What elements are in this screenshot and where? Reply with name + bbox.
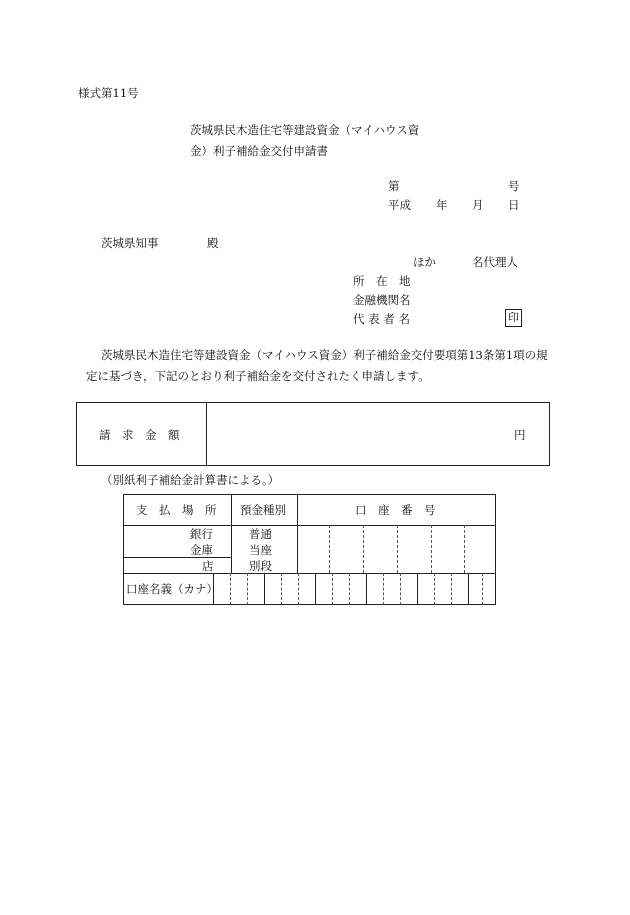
- date-year: 年: [436, 198, 448, 212]
- date-month: 月: [472, 198, 484, 212]
- kana-cell-divider: [298, 573, 299, 605]
- date-era: 平成: [388, 198, 411, 212]
- kana-cell-divider: [434, 573, 435, 605]
- kana-cell-divider: [315, 573, 316, 605]
- kana-cell-divider: [366, 573, 367, 605]
- title-line-1: 茨城県民木造住宅等建設資金（マイハウス資: [190, 123, 420, 137]
- kana-cell-divider: [264, 573, 265, 605]
- kana-cell-divider: [230, 573, 231, 605]
- claim-divider: [206, 402, 207, 466]
- bank-type-branch: 店: [202, 559, 214, 573]
- seal-mark: 印: [505, 309, 522, 327]
- deposit-type-current: 当座: [249, 543, 272, 557]
- claim-amount-label: 請 求 金 額: [99, 428, 180, 442]
- form-number: 様式第11号: [78, 86, 139, 100]
- kana-cell-divider: [468, 573, 469, 605]
- others-suffix: 名代理人: [472, 255, 518, 269]
- representative-label: 代 表 者 名: [353, 312, 410, 326]
- calculation-note: （別紙利子補給金計算書による。）: [101, 473, 280, 487]
- others-prefix: ほか: [413, 255, 436, 269]
- kana-cell-divider: [281, 573, 282, 605]
- kana-cell-divider: [417, 573, 418, 605]
- title-line-2: 金）利子補給金交付申請書: [190, 144, 328, 158]
- kana-cell-divider: [349, 573, 350, 605]
- header-account-number: 口 座 番 号: [355, 503, 436, 517]
- account-digit-divider: [329, 525, 330, 573]
- doc-number-prefix: 第: [388, 179, 400, 193]
- bank-type-bank: 銀行: [190, 527, 213, 541]
- account-digit-divider: [397, 525, 398, 573]
- addressee-honorific: 殿: [207, 236, 219, 250]
- deposit-type-special: 別段: [249, 559, 272, 573]
- kana-cell-divider: [482, 573, 483, 605]
- addressee-name: 茨城県知事: [101, 236, 159, 250]
- kana-cell-divider: [247, 573, 248, 605]
- kana-cell-divider: [400, 573, 401, 605]
- account-digit-divider: [363, 525, 364, 573]
- date-day: 日: [508, 198, 520, 212]
- body-text-line-1: 茨城県民木造住宅等建設資金（マイハウス資金）利子補給金交付要項第13条第1項の規: [101, 348, 548, 362]
- bank-type-credit: 金庫: [190, 543, 213, 557]
- kana-cell-divider: [332, 573, 333, 605]
- header-payment-place: 支 払 場 所: [136, 503, 217, 517]
- deposit-type-ordinary: 普通: [249, 527, 272, 541]
- claim-amount-unit: 円: [514, 428, 526, 442]
- header-deposit-type: 預金種別: [240, 503, 286, 517]
- account-digit-divider: [464, 525, 465, 573]
- bank-name-label: 金融機関名: [353, 293, 411, 307]
- body-text-line-2: 定に基づき，下記のとおり利子補給金を交付されたく申請します。: [86, 369, 430, 383]
- kana-cell-divider: [383, 573, 384, 605]
- address-label: 所 在 地: [353, 274, 411, 288]
- account-digit-divider: [431, 525, 432, 573]
- account-holder-label: 口座名義（カナ）: [126, 582, 218, 596]
- kana-cell-divider: [451, 573, 452, 605]
- doc-number-suffix: 号: [508, 179, 520, 193]
